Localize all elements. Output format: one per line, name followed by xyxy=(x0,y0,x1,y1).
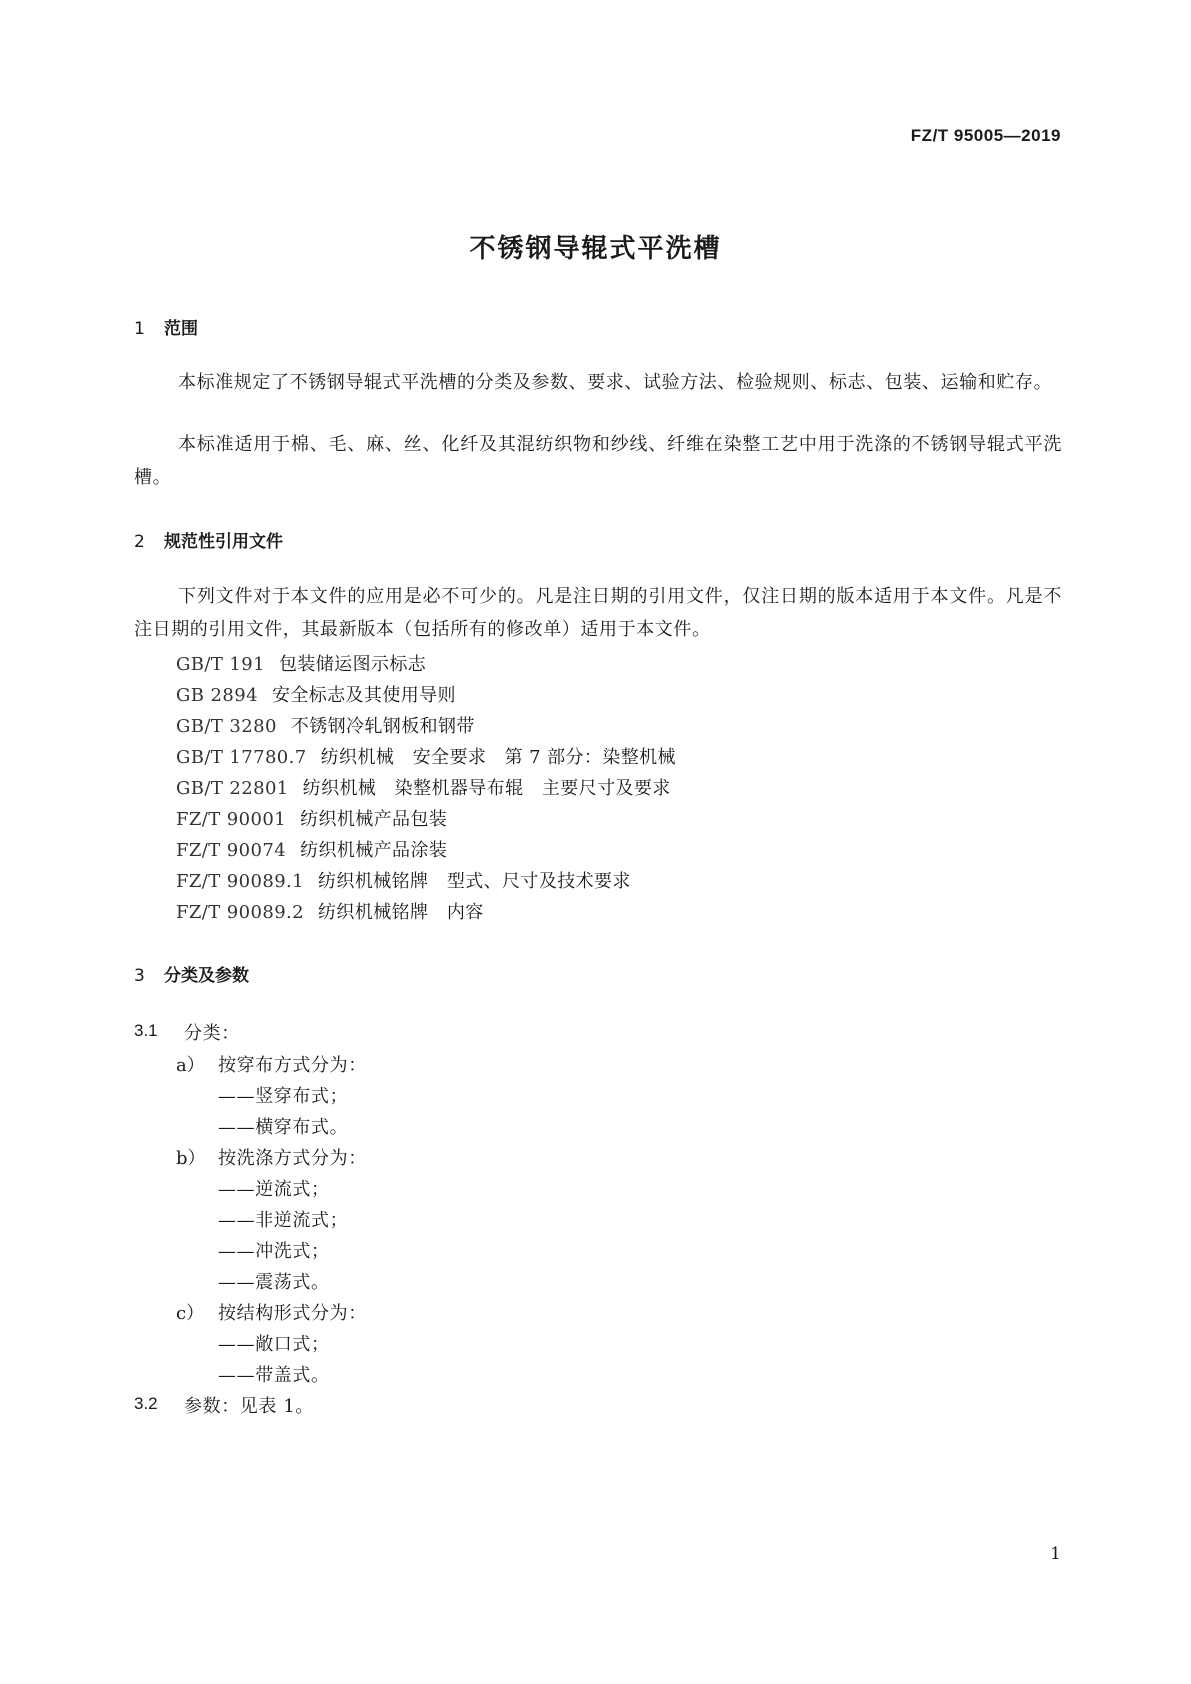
section-3-heading xyxy=(134,961,249,986)
section-title: 分类及参数 xyxy=(164,966,249,986)
list-item-text: 按洗涤方式分为： xyxy=(218,1148,367,1169)
section-title: 规范性引用文件 xyxy=(164,532,283,552)
dash-list-item: ——逆流式； xyxy=(218,1179,330,1200)
reference-code: GB/T 17780.7 xyxy=(176,747,307,768)
reference-title: 纺织机械铭牌 型式、尺寸及技术要求 xyxy=(318,871,631,892)
reference-item xyxy=(176,650,426,676)
reference-title: 纺织机械产品涂装 xyxy=(300,840,448,861)
reference-code: GB/T 3280 xyxy=(176,716,277,737)
reference-title: 纺织机械 染整机器导布辊 主要尺寸及要求 xyxy=(302,778,671,799)
reference-code: GB/T 22801 xyxy=(176,778,289,799)
dash-list-item: ——冲洗式； xyxy=(218,1241,330,1262)
section-2-heading xyxy=(134,527,283,552)
dash-list-item: ——非逆流式； xyxy=(218,1210,349,1231)
section-number: 1 xyxy=(134,319,145,339)
reference-title: 纺织机械产品包装 xyxy=(300,809,448,830)
reference-item xyxy=(176,681,456,707)
reference-item xyxy=(176,898,484,924)
dash-list-item: ——敞口式； xyxy=(218,1334,330,1355)
page-number: 1 xyxy=(1050,1544,1061,1564)
document-title: 不锈钢导辊式平洗槽 xyxy=(469,234,722,264)
section-1-paragraph-1: 本标准规定了不锈钢导辊式平洗槽的分类及参数、要求、试验方法、检验规则、标志、包装、运输和贮存。 xyxy=(178,372,1053,393)
section-number: 3 xyxy=(134,966,145,986)
standard-code: FZ/T 95005—2019 xyxy=(910,126,1061,145)
reference-item xyxy=(176,712,475,738)
subsection-text: 分类： xyxy=(184,1023,240,1044)
reference-item xyxy=(176,805,447,831)
reference-item xyxy=(176,774,671,800)
section-number: 2 xyxy=(134,532,145,552)
dash-list-item: ——横穿布式。 xyxy=(218,1117,349,1138)
reference-title: 包装储运图示标志 xyxy=(278,654,427,675)
reference-item xyxy=(176,743,676,769)
reference-item xyxy=(176,867,631,893)
dash-list-item: ——震荡式。 xyxy=(218,1272,330,1293)
reference-code: FZ/T 90001 xyxy=(176,809,287,830)
reference-code: GB/T 191 xyxy=(176,654,265,675)
reference-title: 不锈钢冷轧钢板和钢带 xyxy=(290,716,475,737)
section-1-paragraph-2: 本标准适用于棉、毛、麻、丝、化纤及其混纺织物和纱线、纤维在染整工艺中用于洗涤的不锈钢导辊式平洗槽。 xyxy=(134,434,1062,488)
subsection-number: 3.1 xyxy=(134,1021,158,1040)
reference-code: GB 2894 xyxy=(176,685,258,706)
reference-item xyxy=(176,836,447,862)
list-marker: b） xyxy=(176,1148,206,1169)
list-item-text: 按穿布方式分为： xyxy=(218,1055,367,1076)
reference-code: FZ/T 90089.1 xyxy=(176,871,305,892)
reference-code: FZ/T 90089.2 xyxy=(176,902,305,923)
subsection-text: 参数：见表 1。 xyxy=(184,1396,314,1417)
reference-title: 安全标志及其使用导则 xyxy=(271,685,456,706)
dash-list-item: ——竖穿布式； xyxy=(218,1086,349,1107)
section-2-intro: 下列文件对于本文件的应用是必不可少的。凡是注日期的引用文件，仅注日期的版本适用于本文件。凡是不注日期的引用文件，其最新版本（包括所有的修改单）适用于本文件。 xyxy=(134,586,1062,640)
list-marker: a） xyxy=(176,1055,205,1076)
section-title: 范围 xyxy=(164,319,198,339)
subsection-number: 3.2 xyxy=(134,1394,158,1413)
list-item-text: 按结构形式分为： xyxy=(218,1303,367,1324)
list-marker: c） xyxy=(176,1303,205,1324)
reference-code: FZ/T 90074 xyxy=(176,840,287,861)
reference-title: 纺织机械铭牌 内容 xyxy=(318,902,484,923)
dash-list-item: ——带盖式。 xyxy=(218,1365,330,1386)
section-1-heading xyxy=(134,314,198,339)
reference-title: 纺织机械 安全要求 第 7 部分：染整机械 xyxy=(320,747,676,768)
